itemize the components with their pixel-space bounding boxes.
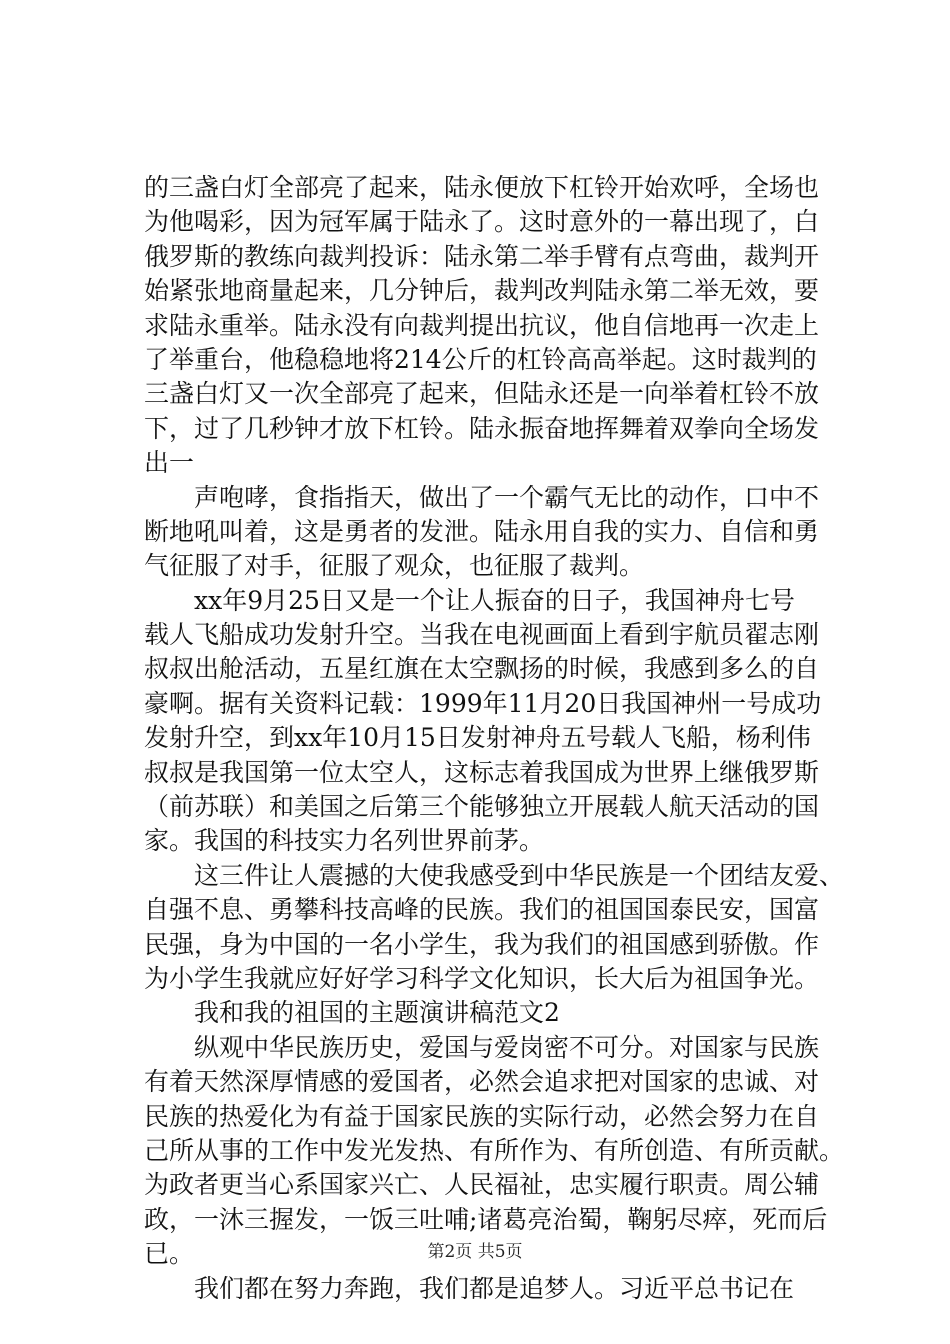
text-line: 声咆哮，食指指天，做出了一个霸气无比的动作，口中不 bbox=[144, 482, 820, 512]
text-line: xx年9月25日又是一个让人振奋的日子，我国神舟七号 bbox=[144, 585, 795, 615]
paragraph-shenzhou bbox=[144, 584, 844, 859]
text-line: 三盏白灯又一次全部亮了起来，但陆永还是一向举着杠铃不放 bbox=[144, 379, 820, 409]
text-line: 载人飞船成功发射升空。当我在电视画面上看到宇航员翟志刚 bbox=[144, 620, 820, 650]
text-line: 已。 bbox=[144, 1239, 195, 1269]
text-line: 叔叔是我国第一位太空人，这标志着我国成为世界上继俄罗斯 bbox=[144, 757, 820, 787]
text-line: 发射升空，到xx年10月15日发射神舟五号载人飞船，杨利伟 bbox=[144, 723, 811, 753]
text-line: 己所从事的工作中发光发热、有所作为、有所创造、有所贡献。 bbox=[144, 1135, 845, 1165]
text-line: 求陆永重举。陆永没有向裁判提出抗议，他自信地再一次走上 bbox=[144, 310, 820, 340]
text-line: 气征服了对手，征服了观众，也征服了裁判。 bbox=[144, 551, 645, 581]
text-line: 自强不息、勇攀科技高峰的民族。我们的祖国国泰民安，国富 bbox=[144, 895, 820, 925]
text-line: 始紧张地商量起来，几分钟后，裁判改判陆永第二举无效，要 bbox=[144, 276, 820, 306]
text-line: 纵观中华民族历史，爱国与爱岗密不可分。对国家与民族 bbox=[144, 1032, 820, 1062]
paragraph-patriotism bbox=[144, 1031, 844, 1272]
text-line: 豪啊。据有关资料记载：1999年11月20日我国神州一号成功 bbox=[144, 688, 822, 718]
text-line: 了举重台，他稳稳地将214公斤的杠铃高高举起。这时裁判的 bbox=[144, 344, 817, 374]
paragraph-dream-chasers bbox=[144, 1272, 844, 1306]
text-line: 民强，身为中国的一名小学生，我为我们的祖国感到骄傲。作 bbox=[144, 929, 820, 959]
text-line: 家。我国的科技实力名列世界前茅。 bbox=[144, 826, 545, 856]
text-line: 出一 bbox=[144, 448, 195, 478]
section-heading bbox=[144, 996, 844, 1030]
text-line: 为小学生我就应好好学习科学文化知识，长大后为祖国争光。 bbox=[144, 963, 820, 993]
text-line: 的三盏白灯全部亮了起来，陆永便放下杠铃开始欢呼，全场也 bbox=[144, 173, 820, 202]
section-title: 我和我的祖国的主题演讲稿范文2 bbox=[144, 998, 560, 1028]
page-number-footer: 第2页 共5页 bbox=[427, 1242, 523, 1262]
paragraph-conclusion bbox=[144, 859, 844, 997]
text-line: 为政者更当心系国家兴亡、人民福祉，忠实履行职责。周公辅 bbox=[144, 1170, 820, 1200]
text-line: 断地吼叫着，这是勇者的发泄。陆永用自我的实力、自信和勇 bbox=[144, 516, 820, 546]
text-line: 下，过了几秒钟才放下杠铃。陆永振奋地挥舞着双拳向全场发 bbox=[144, 413, 820, 443]
text-line: 这三件让人震撼的大使我感受到中华民族是一个团结友爱、 bbox=[144, 860, 845, 890]
text-line: 叔叔出舱活动，五星红旗在太空飘扬的时候，我感到多么的自 bbox=[144, 654, 820, 684]
text-line: 为他喝彩，因为冠军属于陆永了。这时意外的一幕出现了，白 bbox=[144, 207, 820, 237]
body-text bbox=[144, 171, 844, 1306]
text-line: 有着天然深厚情感的爱国者，必然会追求把对国家的忠诚、对 bbox=[144, 1067, 820, 1097]
paragraph-weightlifting-continued bbox=[144, 171, 844, 481]
text-line: 政，一沐三握发，一饭三吐哺;诸葛亮治蜀，鞠躬尽瘁，死而后 bbox=[144, 1204, 828, 1234]
text-line: 我们都在努力奔跑，我们都是追梦人。习近平总书记在 bbox=[144, 1273, 795, 1303]
text-line: 民族的热爱化为有益于国家民族的实际行动，必然会努力在自 bbox=[144, 1101, 820, 1131]
text-line: 俄罗斯的教练向裁判投诉：陆永第二举手臂有点弯曲，裁判开 bbox=[144, 241, 820, 271]
paragraph-roar bbox=[144, 481, 844, 584]
text-line: （前苏联）和美国之后第三个能够独立开展载人航天活动的国 bbox=[144, 792, 820, 822]
